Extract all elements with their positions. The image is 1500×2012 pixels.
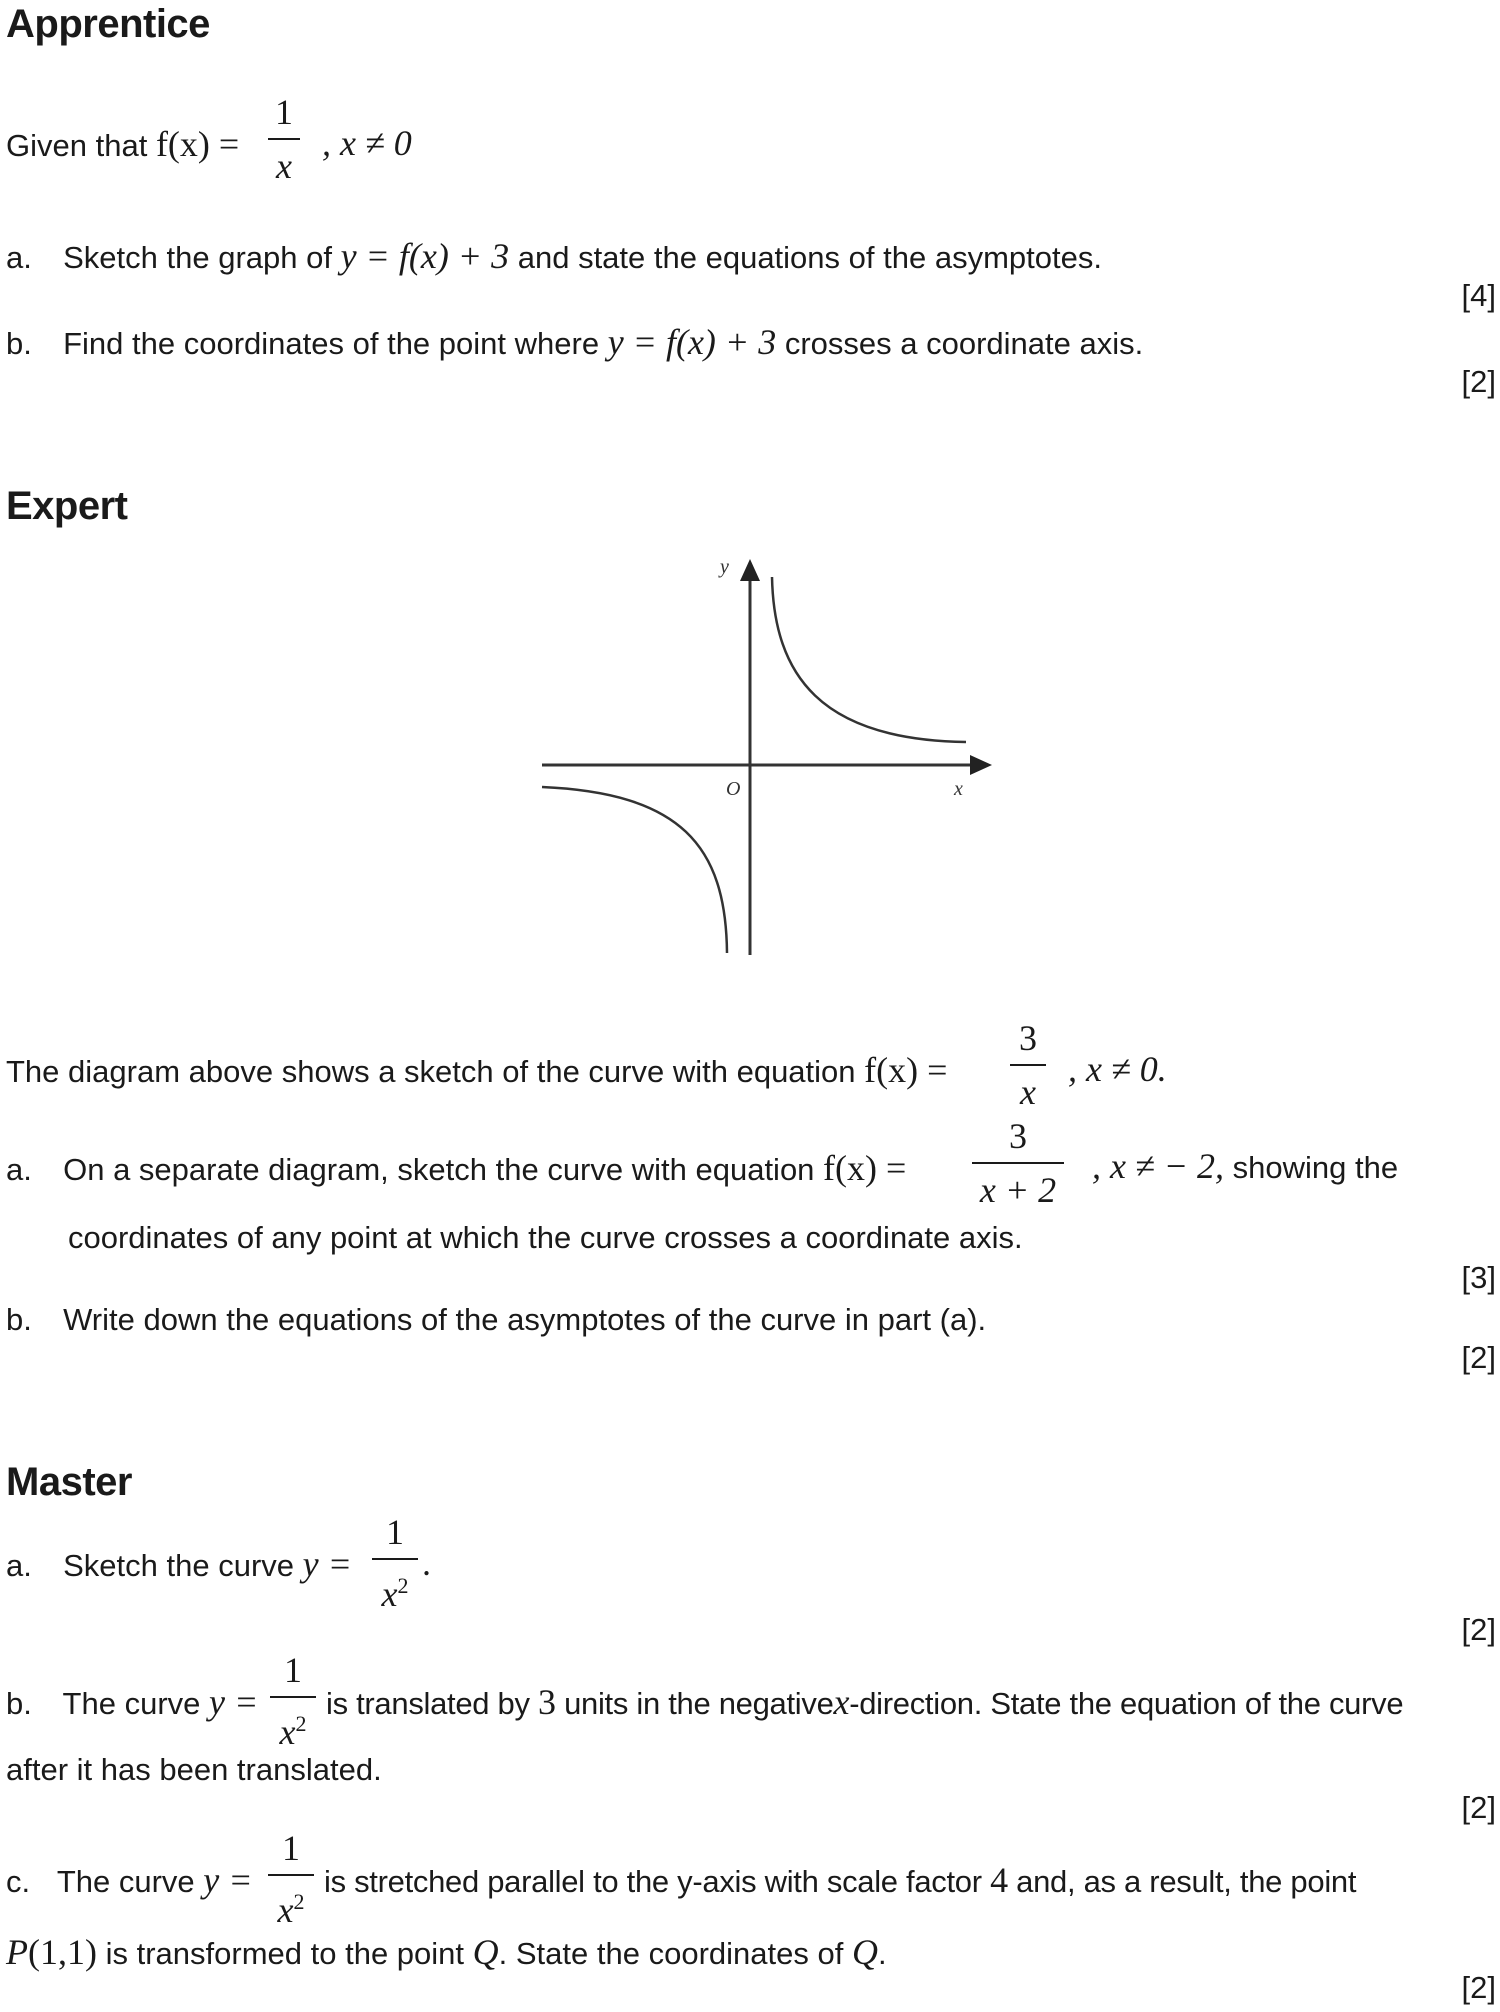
master-heading: Master — [6, 1460, 132, 1504]
apprentice-intro-prefix: Given that — [6, 128, 148, 163]
master-b-num3: 3 — [538, 1682, 556, 1722]
master-b-tail — [326, 1682, 1403, 1724]
expert-description — [6, 1050, 947, 1092]
master-c-num: 1 — [282, 1828, 300, 1868]
master-c-marks: [2] — [1461, 1970, 1496, 2005]
master-a-label: a. — [6, 1548, 32, 1583]
fraction-bar — [1010, 1064, 1046, 1066]
fraction-bar — [268, 138, 300, 140]
apprentice-frac-den: x — [276, 146, 292, 186]
curve-branch-negative — [542, 787, 727, 953]
master-b-text-4: -direction. State the equation of the curve — [849, 1686, 1404, 1721]
master-a-marks: [2] — [1461, 1612, 1496, 1647]
expert-b-label: b. — [6, 1302, 32, 1337]
apprentice-a-text-1: Sketch the graph of — [63, 240, 332, 275]
master-a-period: . — [422, 1543, 431, 1583]
apprentice-part-b — [6, 322, 1143, 364]
expert-desc-fraction — [1010, 1018, 1046, 1112]
expert-part-b — [6, 1300, 986, 1340]
x-axis-arrow — [970, 755, 992, 775]
apprentice-a-text-2: and state the equations of the asymptotes. — [517, 240, 1102, 275]
expert-a-num: 3 — [1009, 1116, 1027, 1156]
master-b-text-1: The curve — [62, 1686, 201, 1721]
expert-part-a-line1 — [6, 1148, 906, 1190]
master-c-Pcoords: (1,1) — [28, 1932, 97, 1972]
master-c-Q2: Q — [851, 1932, 878, 1972]
master-a-fraction — [372, 1512, 418, 1614]
expert-desc-num: 3 — [1019, 1018, 1037, 1058]
master-c-fraction — [268, 1828, 314, 1930]
master-part-a — [6, 1544, 352, 1586]
master-c-text-5: . State the coordinates of — [498, 1936, 844, 1971]
master-b-den: $x^2$ — [279, 1711, 307, 1752]
apprentice-b-text-1: Find the coordinates of the point where — [63, 326, 600, 361]
master-a-den: $x^2$ — [381, 1573, 409, 1614]
expert-desc-cond: , x ≠ 0. — [1068, 1049, 1167, 1089]
master-b-fraction — [270, 1650, 316, 1752]
apprentice-b-math: y = f(x) + 3 — [607, 322, 777, 362]
expert-desc-f: f(x) = — [864, 1050, 948, 1090]
expert-a-tail — [1092, 1146, 1398, 1188]
apprentice-condition: , x ≠ 0 — [322, 123, 412, 163]
expert-a-marks: [3] — [1461, 1260, 1496, 1295]
master-c-num4: 4 — [990, 1860, 1008, 1900]
apprentice-fraction — [268, 92, 300, 186]
expert-a-text-3: coordinates of any point at which the curve crosses a coordinate axis. — [68, 1220, 1023, 1255]
master-c-text-6: . — [877, 1936, 887, 1971]
master-part-c-line1 — [6, 1860, 253, 1902]
apprentice-a-marks: [4] — [1461, 278, 1496, 313]
apprentice-b-text-2: crosses a coordinate axis. — [784, 326, 1144, 361]
apprentice-b-marks: [2] — [1461, 364, 1496, 399]
master-c-text-1: The curve — [56, 1864, 195, 1899]
origin-label: O — [726, 778, 741, 800]
master-b-text-5: after it has been translated. — [6, 1752, 382, 1787]
master-b-num: 1 — [284, 1650, 302, 1690]
master-b-text-2: is translated by — [326, 1686, 530, 1721]
fraction-bar — [270, 1696, 316, 1698]
apprentice-f-def: f(x) = — [155, 124, 240, 164]
master-c-P: P — [6, 1932, 28, 1972]
curve-branch-positive — [772, 577, 966, 742]
master-c-den: $x^2$ — [277, 1889, 305, 1930]
master-c-Q: Q — [472, 1932, 499, 1972]
fraction-bar — [972, 1162, 1064, 1164]
expert-a-den: x + 2 — [979, 1170, 1057, 1210]
master-c-text-3: and, as a result, the point — [1016, 1864, 1357, 1899]
apprentice-heading: Apprentice — [6, 2, 210, 46]
master-a-num: 1 — [386, 1512, 404, 1552]
expert-a-text-1: On a separate diagram, sketch the curve with equation — [63, 1152, 815, 1187]
master-c-text-2: is stretched parallel to the y-axis with scale factor — [324, 1864, 982, 1899]
apprentice-part-a — [6, 236, 1102, 278]
expert-b-marks: [2] — [1461, 1340, 1496, 1375]
x-axis-label: x — [954, 778, 963, 800]
expert-a-text-2: showing the — [1232, 1150, 1399, 1185]
expert-desc-den: x — [1020, 1072, 1036, 1112]
y-axis-arrow — [740, 559, 760, 581]
master-part-b-line1 — [6, 1682, 258, 1724]
apprentice-b-label: b. — [6, 326, 32, 361]
fraction-bar — [268, 1874, 314, 1876]
reciprocal-graph — [530, 555, 1010, 965]
master-part-c-line2 — [6, 1932, 887, 1974]
master-b-marks: [2] — [1461, 1790, 1496, 1825]
master-a-text: Sketch the curve — [63, 1548, 295, 1583]
expert-b-text: Write down the equations of the asymptotes of the curve in part (a). — [63, 1302, 987, 1337]
apprentice-a-label: a. — [6, 240, 32, 275]
master-b-y-eq: y = — [209, 1682, 259, 1722]
master-b-x: x — [833, 1682, 850, 1722]
apprentice-intro — [6, 124, 239, 166]
fraction-bar — [372, 1558, 418, 1560]
master-c-label: c. — [6, 1864, 31, 1899]
master-c-y-eq: y = — [203, 1860, 253, 1900]
expert-a-label: a. — [6, 1152, 32, 1187]
master-c-tail — [324, 1860, 1356, 1902]
expert-heading: Expert — [6, 484, 128, 528]
apprentice-frac-num: 1 — [275, 92, 293, 132]
master-c-text-4: is transformed to the point — [105, 1936, 465, 1971]
apprentice-a-math: y = f(x) + 3 — [340, 236, 510, 276]
master-b-text-3: units in the negative — [564, 1686, 834, 1721]
expert-a-f: f(x) = — [823, 1148, 907, 1188]
master-a-y-eq: y = — [302, 1544, 352, 1584]
master-b-label: b. — [6, 1686, 32, 1721]
expert-a-fraction — [972, 1116, 1064, 1210]
y-axis-label: y — [720, 556, 729, 578]
expert-desc-text: The diagram above shows a sketch of the curve with equation — [6, 1054, 856, 1089]
expert-a-cond: , x ≠ − 2, — [1092, 1146, 1225, 1186]
